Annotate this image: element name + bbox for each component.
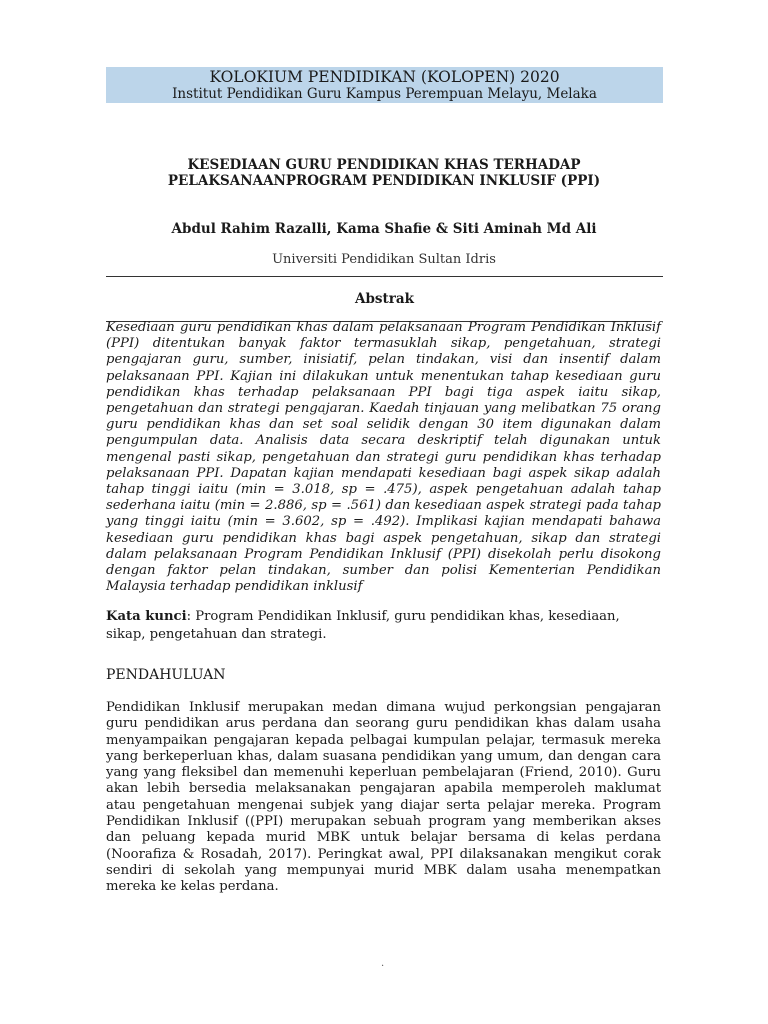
introduction-body: Pendidikan Inklusif merupakan medan dimana wujud perkongsian pengajaran guru pendidikan arus perdana dan seorang guru pendidikan khas dalam usaha menyampaikan pengajaran kepada pelbagai kumpulan pelajar, termasuk mereka yang berkeperluan khas, dalam suasana pendidikan yang umum, dan dengan cara yang yang fleksibel dan memenuhi keperluan pembelajaran (Friend, 2010). Guru akan lebih bersedia melaksanakan pengajaran apabila memperoleh maklumat atau pengetahuan mengenai subjek yang diajar serta pelajar mereka. Program Pendidikan Inklusif ((PPI) merupakan sebuah program yang memberikan akses dan peluang kepada murid MBK untuk belajar bersama di kelas perdana (Noorafiza & Rosadah, 2017). Peringkat awal, PPI dilaksanakan mengikut corak sendiri di sekolah yang mempunyai murid MBK dalam usaha menempatkan mereka ke kelas perdana.: [106, 700, 661, 895]
keywords-text: : Program Pendidikan Inklusif, guru pendidikan khas, kesediaan, sikap, pengetahuan dan strategi.: [106, 609, 620, 642]
top-divider: [106, 276, 663, 277]
paper-title: KESEDIAAN GURU PENDIDIKAN KHAS TERHADAP PELAKSANAANPROGRAM PENDIDIKAN INKLUSIF (PPI): [167, 157, 601, 189]
conference-title: KOLOKIUM PENDIDIKAN (KOLOPEN) 2020: [209, 68, 560, 86]
abstract-body: Kesediaan guru pendidikan khas dalam pelaksanaan Program Pendidikan Inklusif (PPI) ditentukan banyak faktor termasuklah sikap, pengetahuan, strategi pengajaran guru, sumber, inisiatif, pelan tindakan, visi dan insentif dalam pelaksanaan PPI. Kajian ini dilakukan untuk menentukan tahap kesediaan guru pendidikan khas terhadap pelaksanaan PPI bagi tiga aspek iaitu sikap, pengetahuan dan strategi pengajaran. Kaedah tinjauan yang melibatkan 75 orang guru pendidikan khas dan set soal selidik dengan 30 item digunakan dalam pengumpulan data. Analisis data secara deskriptif telah digunakan untuk mengenal pasti sikap, pengetahuan dan strategi guru pendidikan khas terhadap pelaksanaan PPI. Dapatan kajian mendapati kesediaan bagi aspek sikap adalah tahap tinggi iaitu (min = 3.018, sp = .475), aspek pengetahuan adalah tahap sederhana iaitu (min = 2.886, sp = .561) dan kesediaan aspek strategi pada tahap yang tinggi iaitu (min = 3.602, sp = .492). Implikasi kajian mendapati bahawa kesediaan guru pendidikan khas bagi aspek pengetahuan, sikap dan strategi dalam pelaksanaan Program Pendidikan Inklusif (PPI) disekolah perlu disokong dengan faktor pelan tindakan, sumber dan polisi Kementerian Pendidikan Malaysia terhadap pendidikan inklusif: [106, 320, 661, 595]
page-marker: .: [381, 958, 385, 969]
conference-subtitle: Institut Pendidikan Guru Kampus Perempuan Melayu, Melaka: [172, 86, 597, 102]
paper-authors: Abdul Rahim Razalli, Kama Shafie & Siti Aminah Md Ali: [171, 221, 597, 237]
paper-affiliation: Universiti Pendidikan Sultan Idris: [272, 252, 496, 267]
conference-header: [106, 67, 663, 103]
keywords-label: Kata kunci: [106, 609, 187, 624]
section-heading-introduction: PENDAHULUAN: [106, 667, 226, 683]
abstract-heading: Abstrak: [355, 291, 414, 307]
keywords: [106, 608, 661, 644]
affiliation-clip: [150, 252, 618, 267]
